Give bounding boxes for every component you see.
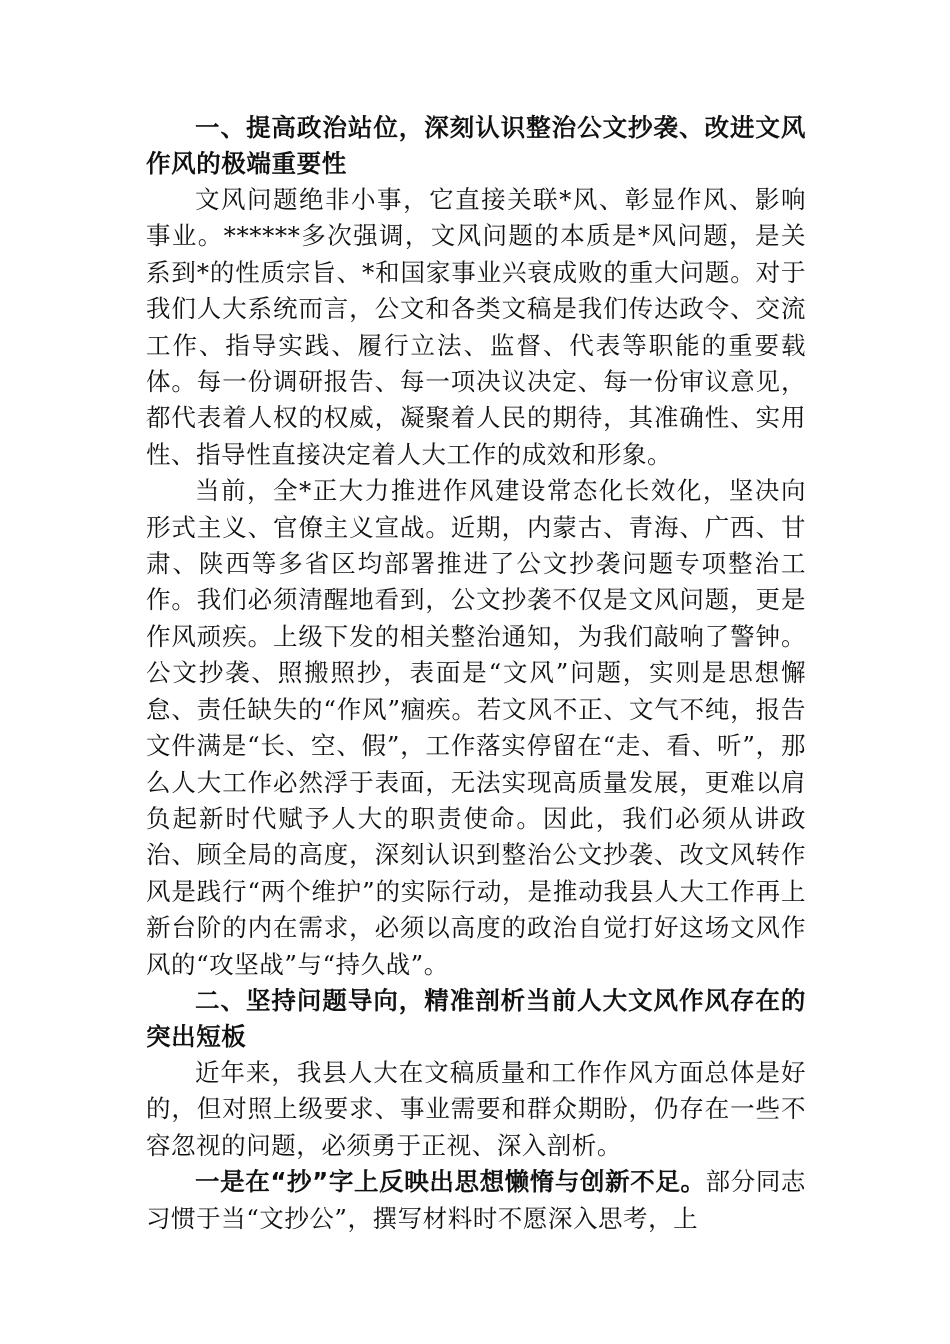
section-1-heading: 一、提高政治站位，深刻认识整治公文抄袭、改进文风作风的极端重要性 <box>146 113 806 178</box>
section-2-paragraph-1: 近年来，我县人大在文稿质量和工作作风方面总体是好的，但对照上级要求、事业需要和群众期盼，仍存在一些不容忽视的问题，必须勇于正视、深入剖析。 <box>146 1057 806 1160</box>
point-1-text: 部分同志习惯于当“文抄公”，撰写材料时不愿深入思考，上 <box>146 1167 806 1233</box>
point-1-lead: 一是在“抄”字上反映出思想懒惰与创新不足。 <box>195 1167 706 1197</box>
document-page <box>146 110 806 1237</box>
section-1-paragraph-2: 当前，全*正大力推进作风建设常态化长效化，坚决向形式主义、官僚主义宣战。近期，内蒙古、青海、广西、甘肃、陕西等多省区均部署推进了公文抄袭问题专项整治工作。我们必须清醒地看到，公文抄袭不仅是文风问题，更是作风顽疾。上级下发的相关整治通知，为我们敲响了警钟。公文抄袭、照搬照抄，表面是“文风”问题，实则是思想懈怠、责任缺失的“作风”痼疾。若文风不正、文气不纯，报告文件满是“长、空、假”，工作落实停留在“走、看、听”，那么人大工作必然浮于表面，无法实现高质量发展，更难以肩负起新时代赋予人大的职责使命。因此，我们必须从讲政治、顾全局的高度，深刻认识到整治公文抄袭、改文风转作风是践行“两个维护”的实际行动，是推动我县人大工作再上新台阶的内在需求，必须以高度的政治自觉打好这场文风作风的“攻坚战”与“持久战”。 <box>146 476 806 979</box>
section-1-paragraph-1: 文风问题绝非小事，它直接关联*风、彰显作风、影响事业。******多次强调，文风问题的本质是*风问题，是关系到*的性质宗旨、*和国家事业兴衰成败的重大问题。对于我们人大系统而言，公文和各类文稿是我们传达政令、交流工作、指导实践、履行立法、监督、代表等职能的重要载体。每一份调研报告、每一项决议决定、每一份审议意见，都代表着人权的权威，凝聚着人民的期待，其准确性、实用性、指导性直接决定着人大工作的成效和形象。 <box>146 185 806 469</box>
section-2-point-1 <box>146 1164 806 1237</box>
section-2-heading: 二、坚持问题导向，精准剖析当前人大文风作风存在的突出短板 <box>146 985 806 1051</box>
